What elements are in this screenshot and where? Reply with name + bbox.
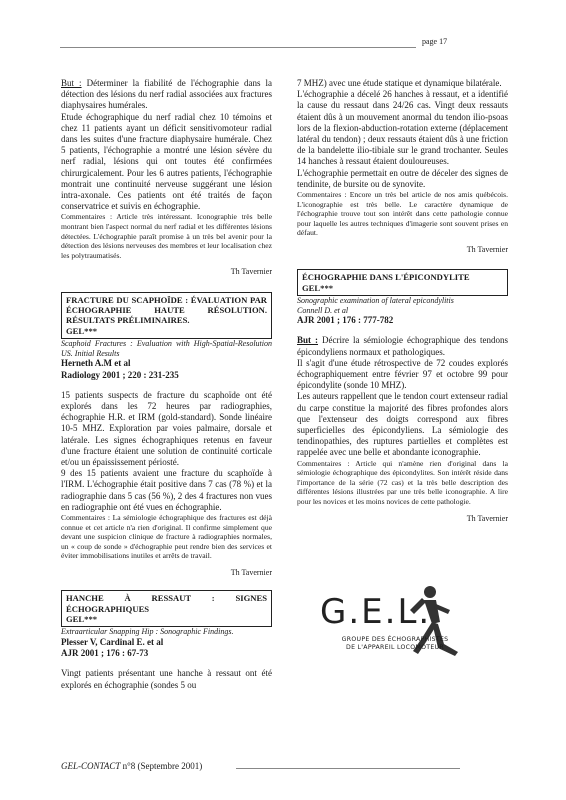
- header-rule: [60, 47, 416, 48]
- article3-source-title: Sonographic examination of lateral epicondylitis: [297, 296, 454, 306]
- article3-signature: Th Tavernier: [466, 513, 508, 523]
- article3-commentary: Commentaires : Article qui n'amène rien d'original dans la sémiologie échographique des épicondylites. Son intérêt réside dans l'importance de la série (72 cas) et la très belle description des différentes lésions illustrées par une très belle iconographie. A lire pour les novices et les moins novices de cette pathologie.: [297, 458, 508, 507]
- article2-journal: AJR 2001 ; 176 : 67-73: [61, 648, 149, 659]
- logo-letters: G.E.L.: [320, 592, 432, 632]
- footer: [61, 761, 202, 771]
- article1-title: FRACTURE DU SCAPHOÏDE : ÉVALUATION PAR ÉCHOGRAPHIE HAUTE RÉSOLUTION. RÉSULTATS PRÉLIMINAIRES.: [66, 294, 267, 326]
- article2-cont-p1: 7 MHZ) avec une étude statique et dynamique bilatérale.: [297, 78, 502, 88]
- article2-source-title: Extraarticular Snapping Hip : Sonographic Findings.: [61, 627, 234, 637]
- article3-title: ÉCHOGRAPHIE DANS L'ÉPICONDYLITE: [302, 272, 470, 283]
- article2-cont-p2: L'échographie a décelé 26 hanches à ressaut, et a identifié la cause du ressaut dans 24/26 cas. Vingt deux ressauts étaient dûs à un mouvement anormal du tendon ilio-psoas lors de la flexion-abduction-rotation externe (déplacement latéral du tendon) ; deux ressauts étaient dûs à une friction de la bandelette ilio-tibiale sur le grand trochanter. Seules 14 hanches à ressaut étaient douloureuses.: [297, 89, 508, 167]
- article1-signature: Th Tavernier: [230, 568, 272, 578]
- article1-results: 9 des 15 patients avaient une fracture du scaphoïde à l'IRM. L'échographie était positive dans 7 cas (78 %) et la radiographie dans 5 cas (56 %), 2 des 4 fractures non vues en radiographie ont été vues en échographie.: [61, 468, 272, 512]
- article1-title-box: [61, 292, 272, 340]
- article3-journal: AJR 2001 ; 176 : 777-782: [297, 315, 394, 326]
- article1-commentary: Commentaires : La sémiologie échographique des fractures est déjà connue et cet article n'a rien d'original. Il confirme simplement que devant une suspicion clinique de fracture à radiographies normales, un « coup de sonde » d'échographie peut rendre bien des services et éviter immobilisations inutiles et arrêts de travail.: [61, 513, 272, 561]
- article3-body: Il s'agit d'une étude rétrospective de 72 coudes explorés échographiquement entre février 97 et octobre 99 pour épicondylite (sonde 10 MHZ).: [297, 357, 508, 391]
- article3-authors: Connell D. et al: [297, 305, 349, 315]
- article1-rating: GEL***: [66, 325, 98, 336]
- page-number: page 17: [422, 37, 448, 46]
- footer-date: (Septembre 2001): [137, 761, 203, 771]
- right-column: [297, 78, 508, 524]
- intro-signature: Th Tavernier: [230, 267, 272, 277]
- article3-title-box: [297, 269, 508, 296]
- article1-journal: Radiology 2001 ; 220 : 231-235: [61, 369, 179, 380]
- intro-objective: But : Déterminer la fiabilité de l'échographie dans la détection des lésions du nerf radial associées aux fractures diaphysaires humérales.: [61, 78, 272, 111]
- article2-rating: GEL***: [66, 614, 98, 625]
- intro-body: Etude échographique du nerf radial chez 10 témoins et chez 11 patients ayant un déficit sensitivomoteur radial dans les suites d'une fracture diaphysaire humérale. Chez 5 patients, l'échographie a montré une lésion sévère du nerf radial, lésions qui ont toutes été confirmées chirurgicalement. Pour les 6 autres patients, l'échographie montrait une continuité nerveuse suggérant une lésion intra-axonale. Ces patients ont été traités de façon conservatrice et suivis en échographie.: [61, 111, 272, 212]
- footer-issue: n°8: [122, 761, 136, 771]
- footer-title: GEL-CONTACT: [61, 761, 121, 771]
- article2-title: HANCHE À RESSAUT : SIGNES ÉCHOGRAPHIQUES: [66, 593, 267, 614]
- article2-authors: Plesser V, Cardinal E. et al: [61, 637, 164, 648]
- left-column: [61, 78, 272, 691]
- article2-commentary: Commentaires : Encore un très bel article de nos amis québécois. L'iconographie est très belle. Le caractère dynamique de l'échographie trouve tout son intérêt dans cette pathologie connue pour laquelle les autres techniques d'imagerie sont souvent prises en défaut.: [297, 190, 508, 238]
- article1-authors: Herneth A.M et al: [61, 358, 131, 369]
- logo-subtitle: GROUPE DES ÉCHOGRAPHISTES DE L'APPAREIL LOCOMOTEUR: [341, 636, 449, 651]
- footer-rule: [236, 768, 460, 769]
- gel-logo: [318, 580, 468, 690]
- article3-rating: GEL***: [302, 282, 334, 293]
- article2-signature: Th Tavernier: [466, 245, 508, 254]
- article3-objective: But : Décrire la sémiologie échographique des tendons épicondyliens normaux et pathologiques.: [297, 335, 509, 357]
- article2-cont-p3: L'échographie permettait en outre de déceler des signes de tendinite, de bursite ou de synovite.: [297, 167, 508, 189]
- article2-body: Vingt patients présentant une hanche à ressaut ont été explorés en échographie (sondes 5 ou: [61, 668, 272, 690]
- article1-body: 15 patients suspects de fracture du scaphoïde ont été explorés dans les 72 heures par radiographies, échographie H.R. et IRM (gold-standard). Sonde linéaire 10-5 MHZ. Exploration par voies palmaire, dorsale et latérale. Les signes échographiques retenus en faveur d'une fracture étaient une solution de continuité corticale et/ou un épaississement périosté.: [61, 389, 272, 468]
- article3-body2: Les auteurs rappellent que le tendon court extenseur radial du carpe constitue la majorité des fibres profondes alors que l'extenseur des doigts correspond aux fibres superficielles des épicondyliens. La sémiologie des tendinopathies, des ruptures partielles et complètes est rappelée avec une belle et abondante iconographie.: [297, 391, 508, 458]
- article1-source-title: Scaphoid Fractures : Evaluation with High-Spatial-Resolution US. Initial Results: [61, 339, 272, 358]
- article2-title-box: [61, 590, 272, 627]
- intro-commentary: Commentaires : Article très intéressant. Iconographie très belle montrant bien l'aspect normal du nerf radial et les différentes lésions détectées. L'échographie paraît promise à un très bel avenir pour la détection des lésions nerveuses des membres et leur localisation chez les polytraumatisés.: [61, 212, 272, 260]
